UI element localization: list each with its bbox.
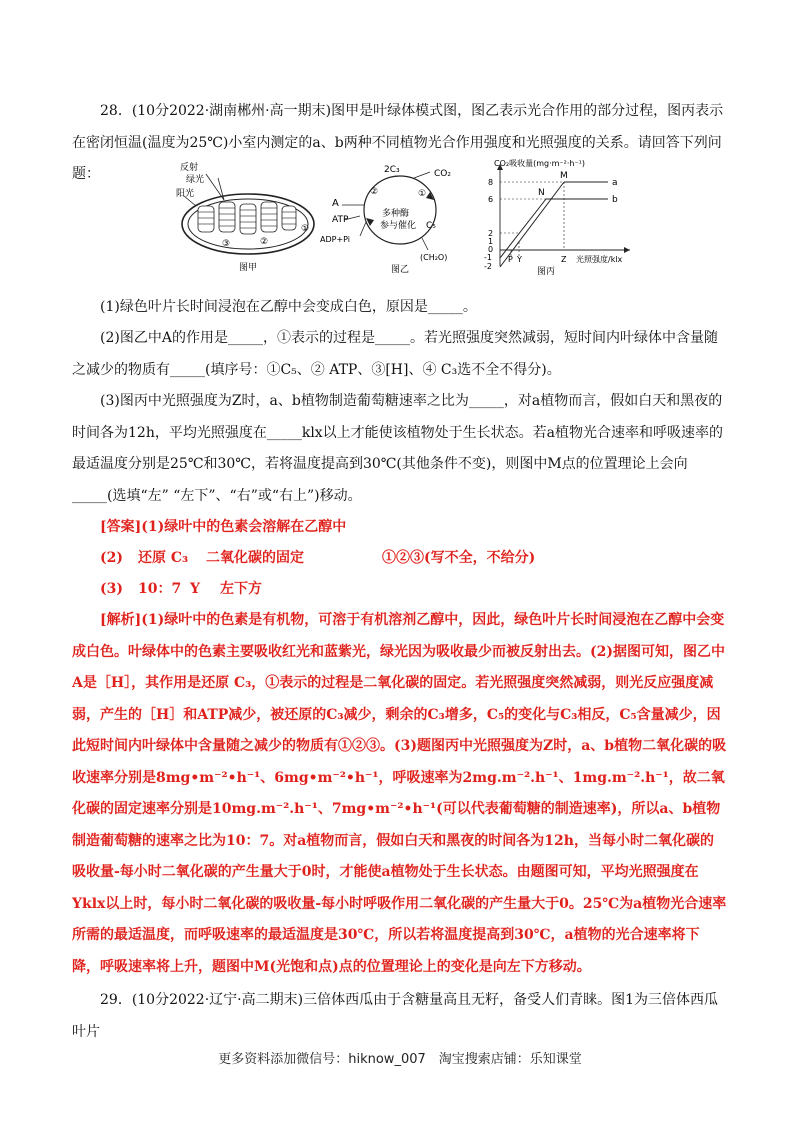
caption-yi: 图乙: [390, 265, 410, 275]
label-enzyme-2: 参与催化: [380, 221, 417, 231]
caption-jia: 图甲: [238, 263, 258, 273]
curve-b-label: b: [612, 195, 618, 205]
tick-y-2: 2: [488, 229, 494, 238]
point-m: M: [560, 171, 568, 181]
question-28-sub2: (2)图乙中A的作用是_____，①表示的过程是_____。若光照强度突然减弱，短时间内叶绿体中含量随之减少的物质有_____(填序号：①C₅、② ATP、③[H]、④ C₃选不全不得分)。: [72, 330, 718, 378]
label-adp: ADP+Pi: [320, 235, 351, 244]
label-yi-2: ②: [370, 187, 379, 197]
footer-note: 更多资料添加微信号：hiknow_007 淘宝搜索店铺：乐知课堂: [218, 1052, 582, 1067]
figure-yi: [320, 160, 480, 275]
answer-3-c: 左下方: [220, 581, 262, 597]
answer-3-num: (3): [100, 581, 123, 597]
analysis: [解析](1)绿叶中的色素是有机物，可溶于有机溶剂乙醇中，因此，绿色叶片长时间浸泡在乙醇中会变成白色。叶绿体中的色素主要吸收红光和蓝紫光，绿光因为吸收最少而被反射出去。(2)据图可知，图乙中A是［H］，其作用是还原 C₃，①表示的过程是二氧化碳的固定。若光照强度突然减弱，则光反应强度减弱，产生的［H］和ATP减少，被还原的C₃减少，剩余的C₃增多，C₅的变化与C₃相反，C₅含量减少，因此短时间内叶绿体中含量随之减少的物质有①②③。(3)题图丙中光照强度为Z时，a、b植物二氧化碳的吸收速率分别是8mg•m⁻²•h⁻¹、6mg•m⁻²•h⁻¹，呼吸速率为2mg.m⁻².h⁻¹、1mg.m⁻².h⁻¹，故二氧化碳的固定速率分别是10mg.m⁻².h⁻¹、7mg•m⁻²•h⁻¹(可以代表葡萄糖的制造速率)，所以a、b植物制造葡萄糖的速率之比为10：7。对a植物而言，假如白天和黑夜的时间各为12h，当每小时二氧化碳的吸收量-每小时二氧化碳的产生量大于0时，才能使a植物处于生长状态。由题图可知，平均光照强度在Yklx以上时，每小时二氧化碳的吸收量-每小时呼吸作用二氧化碳的产生量大于0。25℃为a植物光合速率所需的最适温度，而呼吸速率的最适温度是30℃，所以若将温度提高到30℃，a植物的光合速率将下降，呼吸速率将上升，题图中M(光饱和点)点的位置理论上的变化是向左下方移动。: [72, 612, 727, 975]
label-atp: ATP: [332, 215, 349, 225]
label-jia-3: ③: [222, 239, 231, 249]
tick-y-neg2: -2: [484, 262, 492, 271]
tick-y-neg1: -1: [484, 253, 492, 262]
answer-line-3: [100, 574, 727, 606]
label-green-light: 绿光: [186, 175, 205, 185]
tick-y-6: 6: [488, 195, 494, 204]
answer-2-c: ①②③(写不全，不给分): [382, 550, 536, 566]
label-yi-1: ①: [418, 189, 427, 199]
tick-x-y: Y: [517, 255, 522, 264]
label-enzyme-1: 多种酶: [382, 209, 410, 219]
label-c5: C₅: [426, 221, 436, 231]
label-jia-2: ②: [260, 237, 269, 247]
label-ch2o: (CH₂O): [420, 253, 448, 262]
label-2c3: 2C₃: [384, 165, 400, 175]
axis-x-label: 光照强度/klx: [576, 255, 623, 264]
caption-bing: 图丙: [536, 267, 556, 277]
figure-jia: [176, 160, 326, 275]
label-sunlight: 阳光: [176, 189, 195, 199]
answer-3-b: Y: [190, 581, 200, 597]
figure-bing: [480, 158, 650, 278]
tick-x-p: P: [508, 255, 513, 264]
answer-2-a: 还原 C₃: [138, 550, 189, 566]
answer-2-b: 二氧化碳的固定: [206, 550, 304, 566]
label-reflect: 反射: [180, 163, 199, 173]
label-jia-1: ①: [301, 224, 310, 234]
answer-line-1: [答案](1)绿叶中的色素会溶解在乙醇中: [100, 519, 347, 535]
tick-y-1: 1: [488, 237, 494, 246]
question-28-sub1: (1)绿色叶片长时间浸泡在乙醇中会变成白色，原因是_____。: [100, 299, 477, 315]
question-28-intro: 28．(10分2022·湖南郴州·高一期末)图甲是叶绿体模式图，图乙表示光合作用的部分过程，图丙表示在密闭恒温(温度为25℃)小室内测定的a、b两种不同植物光合作用强度和光照强度的关系。请回答下列问题：: [72, 103, 724, 182]
question-29-intro: 29．(10分2022·辽宁·高二期末)三倍体西瓜由于含糖量高且无籽，备受人们青睐。图1为三倍体西瓜叶片: [72, 992, 718, 1040]
tick-y-0: 0: [488, 245, 494, 254]
curve-a-label: a: [612, 178, 618, 188]
point-n: N: [538, 188, 545, 198]
question-28-sub3: (3)图丙中光照强度为Z时，a、b植物制造葡萄糖速率之比为_____，对a植物而言，假如白天和黑夜的时间各为12h，平均光照强度在_____klx以上才能使该植物处于生长状态。若a植物光合速率和呼吸速率的最适温度分别是25℃和30℃，若将温度提高到30℃(其他条件不变)，则图中M点的位置理论上会向_____(选填“左” “左下”、“右”或“右上”)移动。: [72, 393, 724, 504]
tick-x-z: Z: [561, 255, 567, 264]
label-co2: CO₂: [434, 169, 451, 179]
answer-2-num: (2): [100, 550, 123, 566]
answer-3-a: 10：7: [138, 581, 182, 597]
label-a: A: [332, 198, 339, 209]
tick-y-8: 8: [488, 178, 494, 187]
answer-line-2: [100, 543, 727, 575]
axis-y-label: CO₂吸收量(mg·m⁻²·h⁻¹): [494, 159, 586, 168]
